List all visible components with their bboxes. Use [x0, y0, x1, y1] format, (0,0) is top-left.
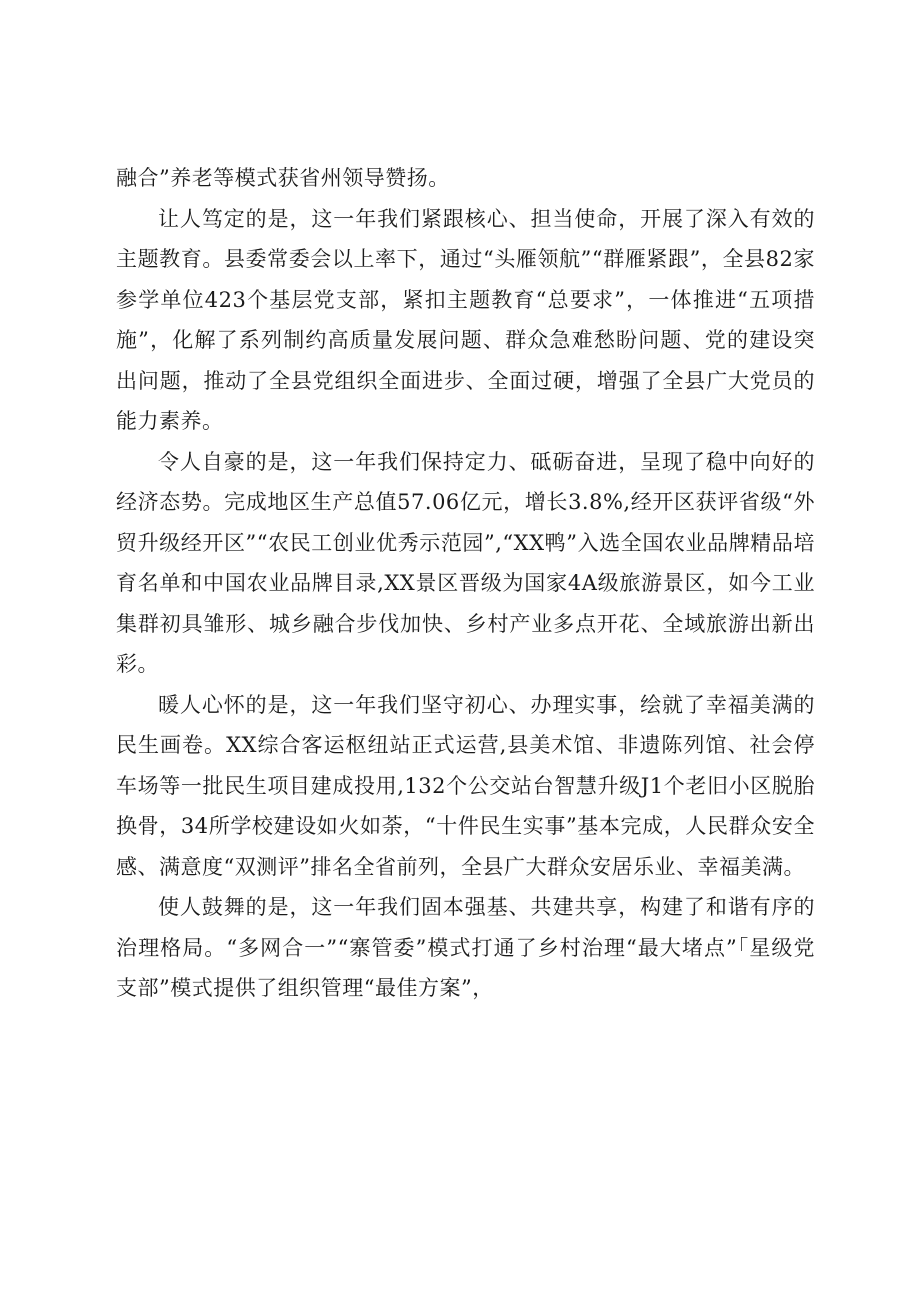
paragraph-continued: 融合”养老等模式获省州领导赞扬。: [116, 166, 450, 190]
paragraph-governance: 使人鼓舞的是，这一年我们固本强基、共建共享，构建了和谐有序的治理格局。“多网合一”“寨管委”模式打通了乡村治理“最大堵点”「星级党支部”模式提供了组织管理“最佳方案”，: [116, 895, 815, 1000]
paragraph-theme-education: 让人笃定的是，这一年我们紧跟核心、担当使命，开展了深入有效的主题教育。县委常委会以上率下，通过“头雁领航”“群雁紧跟”，全县82家参学单位423个基层党支部，紧扣主题教育“总要求”，一体推进“五项措施”，化解了系列制约高质量发展问题、群众急难愁盼问题、党的建设突出问题，推动了全县党组织全面进步、全面过硬，增强了全县广大党员的能力素养。: [116, 206, 815, 433]
paragraph-livelihood: 暖人心怀的是，这一年我们坚守初心、办理实事，绘就了幸福美满的民生画卷。XX综合客运枢纽站正式运营,县美术馆、非遗陈列馆、社会停车场等一批民生项目建成投用,132个公交站台智慧升级J1个老旧小区脱胎换骨，34所学校建设如火如荼，“十件民生实事”基本完成，人民群众安全感、满意度“双测评”排名全省前列，全县广大群众安居乐业、幸福美满。: [116, 692, 815, 879]
paragraph-economy: 令人自豪的是，这一年我们保持定力、砥砺奋进，呈现了稳中向好的经济态势。完成地区生产总值57.06亿元，增长3.8%,经开区获评省级“外贸升级经开区”“农民工创业优秀示范园”,“XX鸭”入选全国农业品牌精品培育名单和中国农业品牌目录,XX景区晋级为国家4A级旅游景区，如今工业集群初具雏形、城乡融合步伐加快、乡村产业多点开花、全域旅游出新出彩。: [116, 449, 815, 676]
